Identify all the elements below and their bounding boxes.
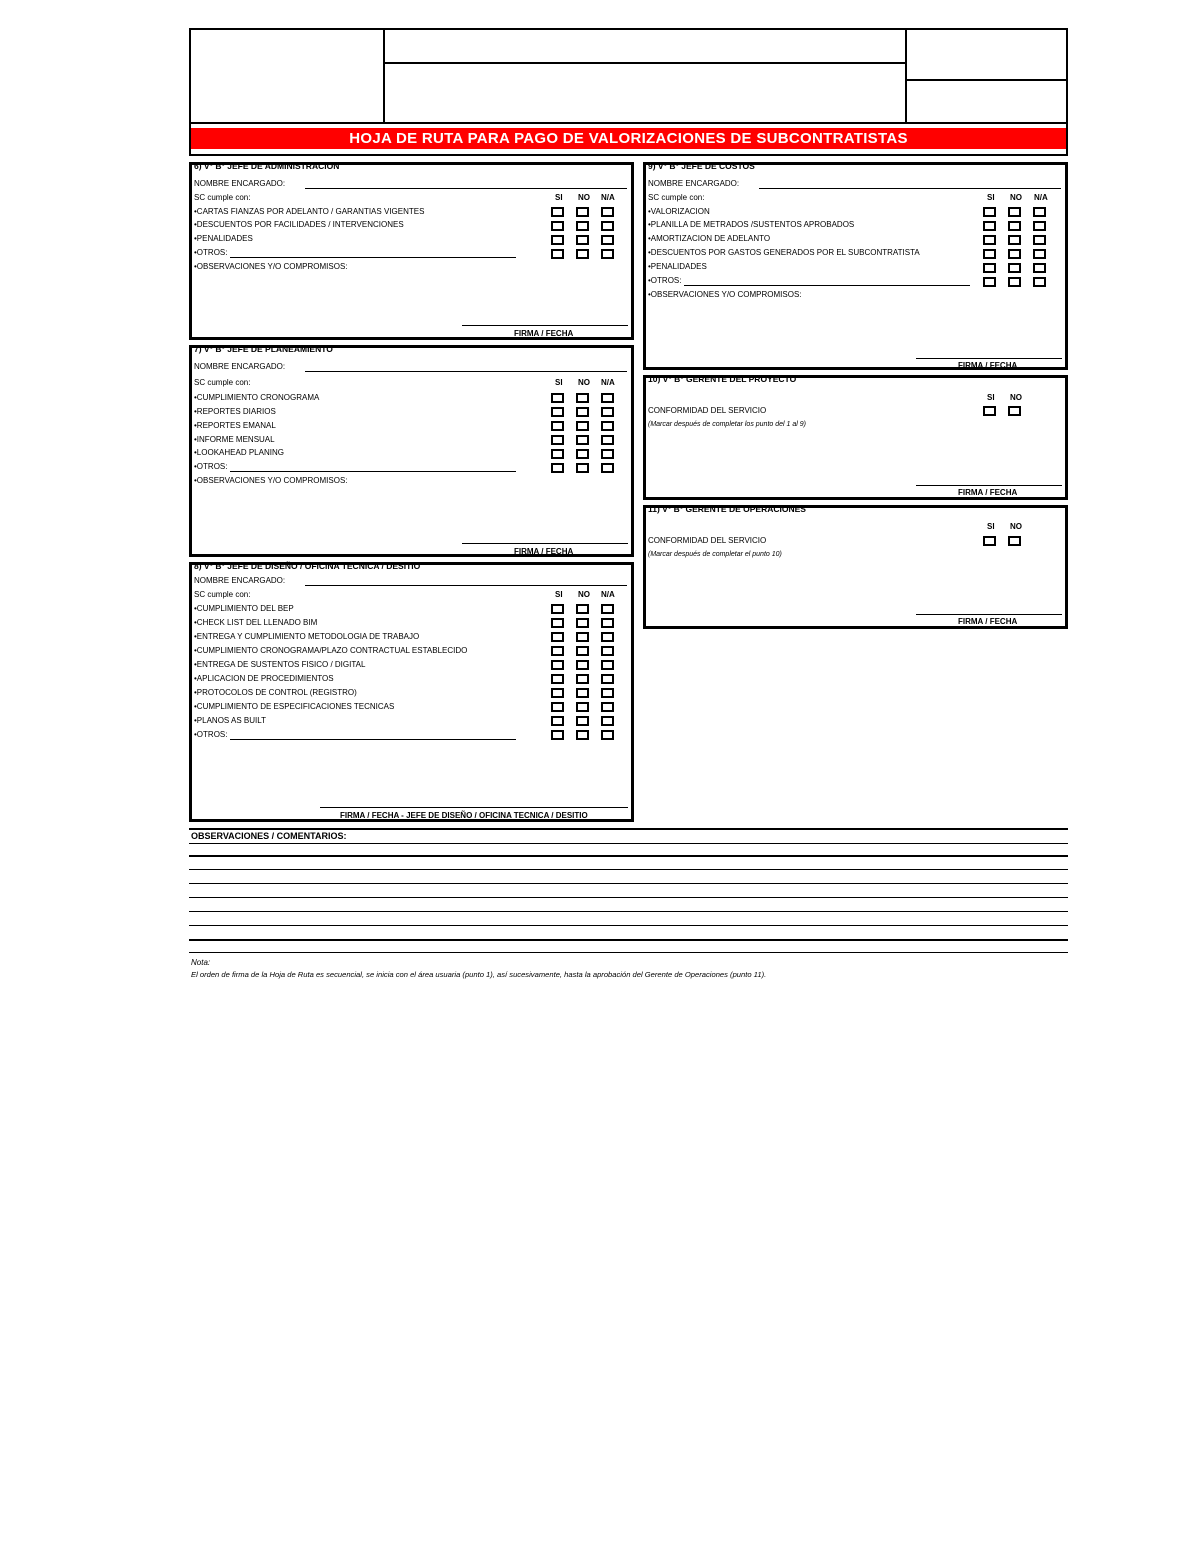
checkbox[interactable] bbox=[601, 674, 614, 684]
checkbox[interactable] bbox=[1008, 221, 1021, 231]
item-label: •PENALIDADES bbox=[648, 262, 707, 271]
no-header: NO bbox=[1010, 193, 1022, 202]
checkbox[interactable] bbox=[601, 604, 614, 614]
section-title: 11) V° B° GERENTE DE OPERACIONES bbox=[648, 504, 806, 514]
no-header: NO bbox=[578, 590, 590, 599]
nota-label: Nota: bbox=[191, 958, 211, 967]
checkbox[interactable] bbox=[601, 421, 614, 431]
checkbox[interactable] bbox=[551, 449, 564, 459]
no-header: NO bbox=[1010, 522, 1022, 531]
checkbox[interactable] bbox=[576, 393, 589, 403]
section-gerente-operaciones bbox=[643, 505, 1068, 629]
encargado-label: NOMBRE ENCARGADO: bbox=[648, 179, 740, 188]
section-title: 8) V° B° JEFE DE DISEÑO / OFICINA TECNICA / DESITIO bbox=[194, 561, 421, 571]
encargado-field[interactable] bbox=[305, 371, 627, 372]
checkbox[interactable] bbox=[601, 632, 614, 642]
otros-field[interactable] bbox=[230, 739, 516, 740]
no-header: NO bbox=[1010, 393, 1022, 402]
section-gerente-proyecto bbox=[643, 375, 1068, 500]
firma-fecha-label: FIRMA / FECHA bbox=[958, 361, 1018, 370]
otros-label: •OTROS: bbox=[194, 730, 228, 739]
si-header: SI bbox=[987, 522, 995, 531]
checkbox[interactable] bbox=[576, 463, 589, 473]
checkbox[interactable] bbox=[576, 235, 589, 245]
checkbox[interactable] bbox=[576, 688, 589, 698]
si-header: SI bbox=[987, 393, 995, 402]
header-bottom-line bbox=[189, 122, 1068, 124]
item-label: •REPORTES DIARIOS bbox=[194, 407, 276, 416]
checkbox[interactable] bbox=[551, 235, 564, 245]
section-title: 7) V° B° JEFE DE PLANEAMIENTO bbox=[194, 344, 333, 354]
checkbox[interactable] bbox=[551, 618, 564, 628]
otros-field[interactable] bbox=[230, 257, 516, 258]
checkbox[interactable] bbox=[1033, 207, 1046, 217]
section-diseno bbox=[189, 562, 634, 822]
section-admin bbox=[189, 162, 634, 340]
encargado-label: NOMBRE ENCARGADO: bbox=[194, 179, 286, 188]
checkbox[interactable] bbox=[1008, 536, 1021, 546]
header-right-divider bbox=[905, 79, 1068, 81]
encargado-label: NOMBRE ENCARGADO: bbox=[194, 576, 286, 585]
checkbox[interactable] bbox=[576, 702, 589, 712]
otros-label: •OTROS: bbox=[648, 276, 682, 285]
checkbox[interactable] bbox=[576, 730, 589, 740]
item-label: •CUMPLIMIENTO CRONOGRAMA bbox=[194, 393, 320, 402]
firma-fecha-label: FIRMA / FECHA bbox=[958, 617, 1018, 626]
checkbox[interactable] bbox=[601, 730, 614, 740]
firma-fecha-label: FIRMA / FECHA - JEFE DE DISEÑO / OFICINA TECNICA / DESITIO bbox=[340, 811, 588, 820]
item-label: •VALORIZACION bbox=[648, 207, 710, 216]
checkbox[interactable] bbox=[983, 536, 996, 546]
checkbox[interactable] bbox=[1008, 235, 1021, 245]
checkbox[interactable] bbox=[1008, 249, 1021, 259]
checkbox[interactable] bbox=[551, 407, 564, 417]
item-label: •PLANOS AS BUILT bbox=[194, 716, 267, 725]
item-label: •APLICACION DE PROCEDIMIENTOS bbox=[194, 674, 334, 683]
logo-cell bbox=[189, 28, 385, 123]
checkbox[interactable] bbox=[983, 406, 996, 416]
checkbox[interactable] bbox=[1008, 207, 1021, 217]
observaciones-label: •OBSERVACIONES Y/O COMPROMISOS: bbox=[194, 262, 348, 271]
otros-label: •OTROS: bbox=[194, 462, 228, 471]
checkbox[interactable] bbox=[983, 277, 996, 287]
signature-line[interactable] bbox=[916, 358, 1062, 359]
checkbox[interactable] bbox=[601, 688, 614, 698]
signature-line[interactable] bbox=[320, 807, 628, 808]
checkbox[interactable] bbox=[576, 618, 589, 628]
si-header: SI bbox=[555, 193, 563, 202]
checkbox[interactable] bbox=[551, 421, 564, 431]
item-label: •CARTAS FIANZAS POR ADELANTO / GARANTIAS VIGENTES bbox=[194, 207, 425, 216]
comment-line[interactable] bbox=[189, 843, 1068, 844]
checkbox[interactable] bbox=[983, 263, 996, 273]
checkbox[interactable] bbox=[1033, 277, 1046, 287]
firma-fecha-label: FIRMA / FECHA bbox=[514, 547, 574, 556]
checkbox[interactable] bbox=[1033, 263, 1046, 273]
signature-line[interactable] bbox=[916, 485, 1062, 486]
checkbox[interactable] bbox=[601, 407, 614, 417]
checkbox[interactable] bbox=[601, 618, 614, 628]
si-header: SI bbox=[987, 193, 995, 202]
checkbox[interactable] bbox=[551, 702, 564, 712]
sc-cumple-label: SC cumple con: bbox=[194, 193, 251, 202]
checkbox[interactable] bbox=[576, 449, 589, 459]
firma-fecha-label: FIRMA / FECHA bbox=[514, 329, 574, 338]
item-label: •LOOKAHEAD PLANING bbox=[194, 448, 284, 457]
otros-field[interactable] bbox=[230, 471, 516, 472]
checkbox[interactable] bbox=[551, 632, 564, 642]
section-costos bbox=[643, 162, 1068, 370]
checkbox[interactable] bbox=[601, 235, 614, 245]
checkbox[interactable] bbox=[576, 421, 589, 431]
sc-cumple-label: SC cumple con: bbox=[194, 590, 251, 599]
checkbox[interactable] bbox=[601, 393, 614, 403]
item-label: •DESCUENTOS POR GASTOS GENERADOS POR EL SUBCONTRATISTA bbox=[648, 248, 920, 257]
conformidad-label: CONFORMIDAD DEL SERVICIO bbox=[648, 536, 767, 545]
item-label: •PROTOCOLOS DE CONTROL (REGISTRO) bbox=[194, 688, 357, 697]
checkbox[interactable] bbox=[551, 221, 564, 231]
checkbox[interactable] bbox=[601, 207, 614, 217]
checkbox[interactable] bbox=[601, 702, 614, 712]
checkbox[interactable] bbox=[601, 221, 614, 231]
signature-line[interactable] bbox=[462, 325, 628, 326]
comment-line[interactable] bbox=[189, 855, 1068, 857]
checkbox[interactable] bbox=[983, 221, 996, 231]
na-header: N/A bbox=[601, 590, 615, 599]
signature-line[interactable] bbox=[462, 543, 628, 544]
checkbox[interactable] bbox=[551, 674, 564, 684]
checkbox[interactable] bbox=[551, 249, 564, 259]
checkbox[interactable] bbox=[576, 249, 589, 259]
checkbox[interactable] bbox=[551, 435, 564, 445]
checkbox[interactable] bbox=[1033, 235, 1046, 245]
encargado-field[interactable] bbox=[305, 188, 627, 189]
si-header: SI bbox=[555, 378, 563, 387]
item-label: •ENTREGA Y CUMPLIMIENTO METODOLOGIA DE TRABAJO bbox=[194, 632, 420, 641]
document-title: HOJA DE RUTA PARA PAGO DE VALORIZACIONES DE SUBCONTRATISTAS bbox=[191, 128, 1066, 149]
signature-line[interactable] bbox=[916, 614, 1062, 615]
checkbox[interactable] bbox=[551, 207, 564, 217]
sc-cumple-label: SC cumple con: bbox=[648, 193, 705, 202]
observaciones-label: •OBSERVACIONES Y/O COMPROMISOS: bbox=[194, 476, 348, 485]
item-label: •PLANILLA DE METRADOS /SUSTENTOS APROBADOS bbox=[648, 220, 855, 229]
checkbox[interactable] bbox=[576, 407, 589, 417]
checkbox[interactable] bbox=[601, 449, 614, 459]
comment-line[interactable] bbox=[189, 952, 1068, 953]
instruction-note: (Marcar después de completar el punto 10) bbox=[648, 551, 782, 558]
na-header: N/A bbox=[601, 193, 615, 202]
checkbox[interactable] bbox=[551, 716, 564, 726]
item-label: •REPORTES EMANAL bbox=[194, 421, 276, 430]
checkbox[interactable] bbox=[601, 646, 614, 656]
item-label: •CUMPLIMIENTO DEL BEP bbox=[194, 604, 294, 613]
checkbox[interactable] bbox=[983, 207, 996, 217]
checkbox[interactable] bbox=[576, 604, 589, 614]
item-label: •CUMPLIMIENTO DE ESPECIFICACIONES TECNICAS bbox=[194, 702, 395, 711]
checkbox[interactable] bbox=[576, 646, 589, 656]
section-title: 10) V° B° GERENTE DEL PROYECTO bbox=[648, 374, 797, 384]
no-header: NO bbox=[578, 193, 590, 202]
checkbox[interactable] bbox=[983, 249, 996, 259]
header-divider bbox=[385, 62, 905, 64]
comment-line[interactable] bbox=[189, 911, 1068, 912]
checkbox[interactable] bbox=[576, 207, 589, 217]
item-label: •ENTREGA DE SUSTENTOS FISICO / DIGITAL bbox=[194, 660, 366, 669]
section-planeamiento bbox=[189, 345, 634, 557]
checkbox[interactable] bbox=[551, 688, 564, 698]
checkbox[interactable] bbox=[1033, 221, 1046, 231]
section-title: 6) V° B° JEFE DE ADMINISTRACION bbox=[194, 161, 340, 171]
encargado-label: NOMBRE ENCARGADO: bbox=[194, 362, 286, 371]
checkbox[interactable] bbox=[601, 716, 614, 726]
no-header: NO bbox=[578, 378, 590, 387]
checkbox[interactable] bbox=[601, 249, 614, 259]
checkbox[interactable] bbox=[1008, 263, 1021, 273]
sc-cumple-label: SC cumple con: bbox=[194, 378, 251, 387]
encargado-field[interactable] bbox=[305, 585, 627, 586]
checkbox[interactable] bbox=[601, 435, 614, 445]
item-label: •PENALIDADES bbox=[194, 234, 253, 243]
item-label: •CUMPLIMIENTO CRONOGRAMA/PLAZO CONTRACTUAL ESTABLECIDO bbox=[194, 646, 468, 655]
encargado-field[interactable] bbox=[759, 188, 1061, 189]
checkbox[interactable] bbox=[576, 660, 589, 670]
checkbox[interactable] bbox=[1033, 249, 1046, 259]
nota-text: El orden de firma de la Hoja de Ruta es secuencial, se inicia con el área usuaria (punto 1), así sucesivamente, hasta la aprobación del Gerente de Operaciones (punto 11). bbox=[191, 970, 767, 979]
checkbox[interactable] bbox=[576, 435, 589, 445]
observaciones-label: OBSERVACIONES / COMENTARIOS: bbox=[191, 831, 347, 841]
observaciones-label: •OBSERVACIONES Y/O COMPROMISOS: bbox=[648, 290, 802, 299]
section-title: 9) V° B° JEFE DE COSTOS bbox=[648, 161, 755, 171]
checkbox[interactable] bbox=[576, 221, 589, 231]
header-right-cell bbox=[905, 28, 1068, 123]
item-label: •INFORME MENSUAL bbox=[194, 435, 275, 444]
comment-line[interactable] bbox=[189, 939, 1068, 941]
checkbox[interactable] bbox=[551, 463, 564, 473]
conformidad-label: CONFORMIDAD DEL SERVICIO bbox=[648, 406, 767, 415]
checkbox[interactable] bbox=[576, 716, 589, 726]
na-header: N/A bbox=[1034, 193, 1048, 202]
na-header: N/A bbox=[601, 378, 615, 387]
comment-line[interactable] bbox=[189, 925, 1068, 926]
checkbox[interactable] bbox=[551, 660, 564, 670]
checkbox[interactable] bbox=[551, 646, 564, 656]
checkbox[interactable] bbox=[601, 463, 614, 473]
checkbox[interactable] bbox=[1008, 406, 1021, 416]
comment-line[interactable] bbox=[189, 869, 1068, 870]
checkbox[interactable] bbox=[576, 632, 589, 642]
observaciones-top-line bbox=[189, 828, 1068, 830]
item-label: •DESCUENTOS POR FACILIDADES / INTERVENCIONES bbox=[194, 220, 404, 229]
si-header: SI bbox=[555, 590, 563, 599]
checkbox[interactable] bbox=[551, 604, 564, 614]
checkbox[interactable] bbox=[576, 674, 589, 684]
otros-field[interactable] bbox=[684, 285, 970, 286]
comment-line[interactable] bbox=[189, 883, 1068, 884]
checkbox[interactable] bbox=[983, 235, 996, 245]
item-label: •CHECK LIST DEL LLENADO BIM bbox=[194, 618, 318, 627]
instruction-note: (Marcar después de completar los punto del 1 al 9) bbox=[648, 421, 806, 428]
otros-label: •OTROS: bbox=[194, 248, 228, 257]
checkbox[interactable] bbox=[601, 660, 614, 670]
firma-fecha-label: FIRMA / FECHA bbox=[958, 488, 1018, 497]
checkbox[interactable] bbox=[551, 393, 564, 403]
checkbox[interactable] bbox=[551, 730, 564, 740]
item-label: •AMORTIZACION DE ADELANTO bbox=[648, 234, 771, 243]
comment-line[interactable] bbox=[189, 897, 1068, 898]
checkbox[interactable] bbox=[1008, 277, 1021, 287]
